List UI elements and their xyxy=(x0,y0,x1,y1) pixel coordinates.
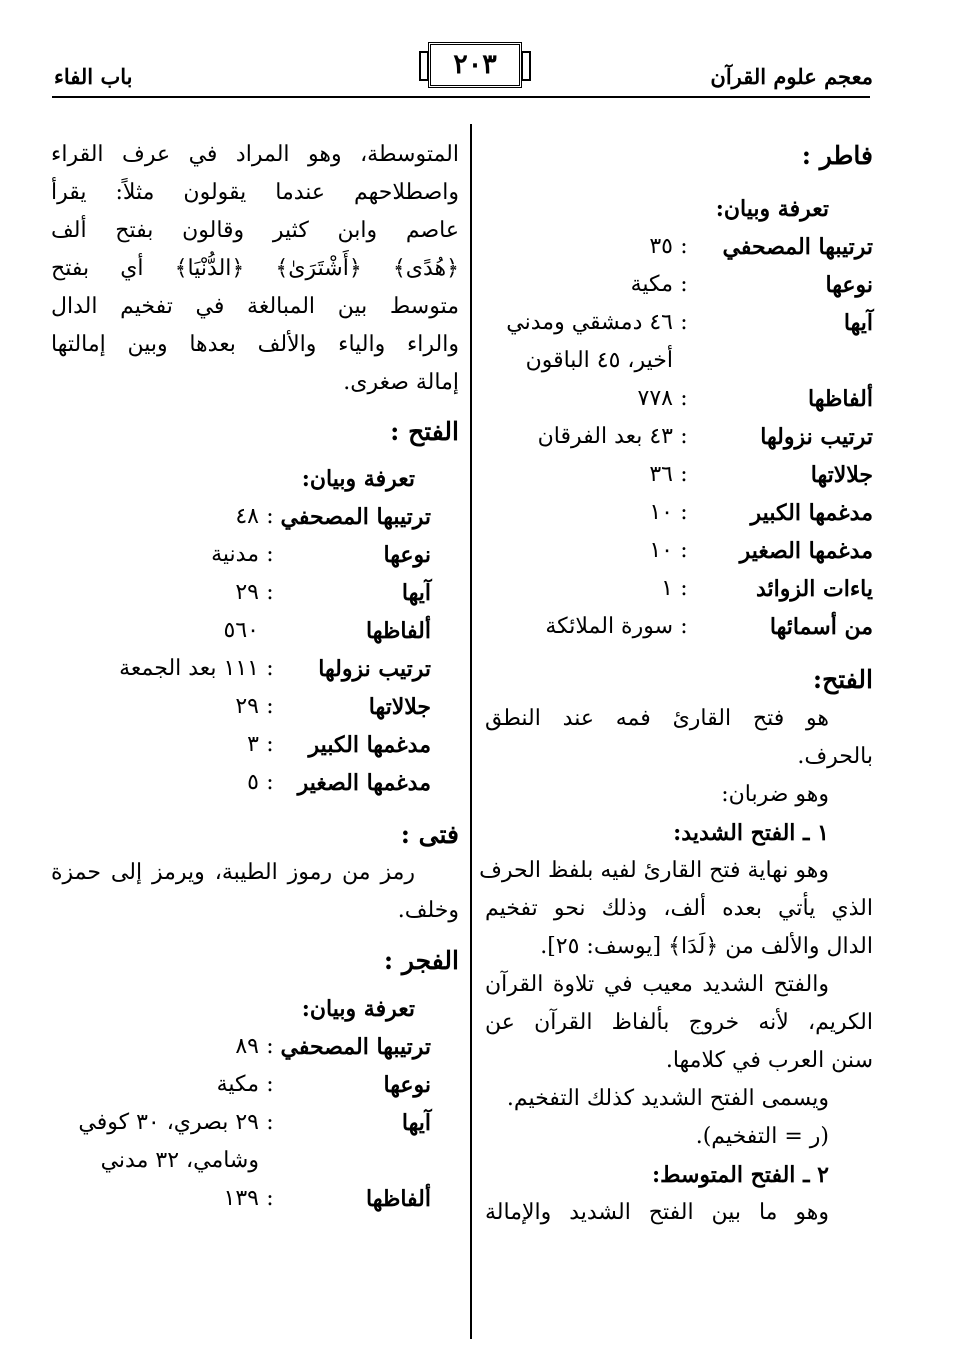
paragraph-line: الدال والألف من ﴿لَدَا﴾ [يوسف: ٢٥]. xyxy=(540,934,873,959)
field-value: ١٠ xyxy=(649,538,673,563)
entry-subtitle: تعرفة وبيان: xyxy=(301,466,415,492)
paragraph-line: متوسط بين المبالغة في تفخيم الدال xyxy=(51,294,459,319)
field-row xyxy=(51,650,459,688)
field-value: ٥٦٠ xyxy=(223,618,259,643)
field-value: مكية xyxy=(630,272,673,297)
field-separator: : xyxy=(266,770,274,795)
field-key: نوعها xyxy=(825,272,873,298)
field-row xyxy=(51,612,459,650)
field-value: ٨٩ xyxy=(235,1034,259,1059)
field-separator: : xyxy=(266,580,274,605)
fath-fields-list xyxy=(51,498,459,802)
field-row xyxy=(51,498,459,536)
field-value: ٥ xyxy=(247,770,259,795)
field-value: مكية xyxy=(216,1072,259,1097)
field-row xyxy=(51,726,459,764)
field-key: ألفاظها xyxy=(365,618,431,644)
field-row xyxy=(485,608,873,646)
field-row xyxy=(485,380,873,418)
field-separator: : xyxy=(266,656,274,681)
field-separator: : xyxy=(680,462,688,487)
field-separator: : xyxy=(266,1072,274,1097)
field-row xyxy=(51,536,459,574)
paragraph-line: وهو ضربان: xyxy=(721,782,829,807)
field-key: آيها xyxy=(401,1110,431,1136)
field-key: من أسمائها xyxy=(769,614,873,640)
field-value: أخير، ٤٥ الباقون xyxy=(525,348,673,373)
field-separator: : xyxy=(266,504,274,529)
field-key: ألفاظها xyxy=(807,386,873,412)
field-key: مدغمها الصغير xyxy=(297,770,431,796)
field-value: ٢٩ xyxy=(235,694,259,719)
field-separator xyxy=(259,1142,281,1180)
field-separator: : xyxy=(680,386,688,411)
entry-title-fajr: الفجر : xyxy=(383,946,459,975)
field-row xyxy=(51,688,459,726)
field-separator: : xyxy=(266,694,274,719)
field-value: ٧٧٨ xyxy=(637,386,673,411)
field-value: ٤٦ دمشقي ومدني xyxy=(506,310,673,335)
field-separator xyxy=(259,612,281,650)
field-value: ١٣٩ xyxy=(223,1186,259,1211)
field-separator: : xyxy=(266,1110,274,1135)
field-value: ٣ xyxy=(247,732,259,757)
field-key: آيها xyxy=(401,580,431,606)
field-separator xyxy=(673,342,695,380)
field-separator: : xyxy=(266,542,274,567)
field-value: ١٠ xyxy=(649,500,673,525)
header-rule xyxy=(52,96,870,98)
paragraph-line: هو فتح القارئ فمه عند النطق xyxy=(485,706,829,731)
field-row xyxy=(485,304,873,342)
field-separator: : xyxy=(266,732,274,757)
field-separator: : xyxy=(680,424,688,449)
field-value: مدنية xyxy=(211,542,259,567)
section-title: باب الفاء xyxy=(54,64,133,89)
field-key: ترتيب نزولها xyxy=(318,656,431,682)
paragraph-line: رمز من رموز الطيبة، ويرمز إلى حمزة xyxy=(51,860,415,885)
field-key: جلالاتها xyxy=(368,694,431,720)
paragraph-line: بالحرف. xyxy=(797,744,873,769)
field-separator: : xyxy=(680,234,688,259)
paragraph-line: وهو نهاية فتح القارئ لفيه بلفظ الحرف xyxy=(479,858,829,883)
field-separator: : xyxy=(680,272,688,297)
field-separator: : xyxy=(680,310,688,335)
entry-title-fata: فتى : xyxy=(400,820,459,849)
subheading: ٢ ـ الفتح المتوسط: xyxy=(651,1162,829,1188)
field-value: ٢٩ بصري، ٣٠ كوفي xyxy=(78,1110,259,1135)
paragraph-line: الذي يأتي بعده ألف، وذلك نحو تفخيم xyxy=(485,896,873,921)
field-row xyxy=(485,266,873,304)
field-row xyxy=(51,1028,459,1066)
field-row xyxy=(485,342,873,380)
page-number: ٢٠٣ xyxy=(428,42,522,88)
field-separator: : xyxy=(680,500,688,525)
field-value: وشامي، ٣٢ مدني xyxy=(100,1148,259,1173)
paragraph-line: عاصم وابن كثير وقالون بفتح ألف xyxy=(51,218,459,243)
paragraph-line: وخلف. xyxy=(397,898,459,923)
field-row xyxy=(51,574,459,612)
field-row xyxy=(51,1180,459,1218)
field-separator: : xyxy=(266,1186,274,1211)
field-key: ترتيبها المصحفي xyxy=(280,504,431,530)
paragraph-line: الكريم، لأنه خروج بألفاظ القرآن عن xyxy=(485,1010,873,1035)
entry-subtitle: تعرفة وبيان: xyxy=(301,996,415,1022)
paragraph-line: وهو ما بين الفتح الشديد والإمالة xyxy=(485,1200,829,1225)
paragraph-line: سنن العرب في كلامها. xyxy=(665,1048,873,1073)
right-column xyxy=(479,136,873,1232)
field-key: مدغمها الكبير xyxy=(750,500,873,526)
field-row xyxy=(485,456,873,494)
field-row xyxy=(485,570,873,608)
field-separator: : xyxy=(266,1034,274,1059)
entry-title-fath: الفتح : xyxy=(390,417,459,446)
paragraph-line: والراء والياء والألف بعدها وبين إمالتها xyxy=(51,332,459,357)
field-key: ترتيبها المصحفي xyxy=(280,1034,431,1060)
field-key: ياءات الزوائد xyxy=(755,576,873,602)
field-key: نوعها xyxy=(383,1072,431,1098)
field-value: ١ xyxy=(661,576,673,601)
field-row xyxy=(51,1104,459,1142)
field-value: ٣٦ xyxy=(649,462,673,487)
field-row xyxy=(485,532,873,570)
field-row xyxy=(51,1066,459,1104)
field-key: ترتيبها المصحفي xyxy=(722,234,873,260)
subheading: ١ ـ الفتح الشديد: xyxy=(673,820,829,846)
field-value: سورة الملائكة xyxy=(545,614,673,639)
field-key: آيها xyxy=(843,310,873,336)
field-value: ٤٨ xyxy=(235,504,259,529)
fatir-fields-list xyxy=(485,228,873,646)
column-divider xyxy=(470,124,472,1339)
paragraph-line: واصطلاحهم عندما يقولون مثلاً: يقرأ xyxy=(51,180,459,205)
field-separator: : xyxy=(680,614,688,639)
field-value: ٤٣ بعد الفرقان xyxy=(537,424,673,449)
field-key: ألفاظها xyxy=(365,1186,431,1212)
field-value: ١١١ بعد الجمعة xyxy=(119,656,259,681)
field-separator: : xyxy=(680,576,688,601)
fajr-fields-list xyxy=(51,1028,459,1218)
left-column xyxy=(51,136,459,1218)
field-separator: : xyxy=(680,538,688,563)
field-value: ٢٩ xyxy=(235,580,259,605)
field-row xyxy=(485,494,873,532)
field-key: مدغمها الكبير xyxy=(308,732,431,758)
field-row xyxy=(485,228,873,266)
field-value: ٣٥ xyxy=(649,234,673,259)
field-key: ترتيب نزولها xyxy=(760,424,873,450)
field-key xyxy=(695,342,873,380)
field-key: مدغمها الصغير xyxy=(739,538,873,564)
entry-title-fatir: فاطر : xyxy=(801,141,873,170)
paragraph-line: ويسمى الفتح الشديد كذلك التفخيم. xyxy=(506,1086,829,1111)
field-row xyxy=(485,418,873,456)
field-key: نوعها xyxy=(383,542,431,568)
field-key xyxy=(281,1142,431,1180)
paragraph-line: والفتح الشديد معيب في تلاوة القرآن xyxy=(485,972,829,997)
field-row xyxy=(51,1142,459,1180)
field-row xyxy=(51,764,459,802)
paragraph-line: إمالة صغرى. xyxy=(343,370,459,395)
book-title: معجم علوم القرآن xyxy=(710,64,873,89)
paragraph-line: المتوسطة، وهو المراد في عرف القراء xyxy=(51,142,459,167)
paragraph-line: ﴿هُدًى﴾ ﴿أَشْتَرَىٰ﴾ ﴿الدُّنْيَا﴾ أي بفتح xyxy=(51,256,459,281)
field-key: جلالاتها xyxy=(810,462,873,488)
paragraph-line: (ر = التفخيم). xyxy=(695,1124,829,1149)
entry-title-fath: الفتح: xyxy=(812,665,873,694)
entry-subtitle: تعرفة وبيان: xyxy=(715,196,829,222)
